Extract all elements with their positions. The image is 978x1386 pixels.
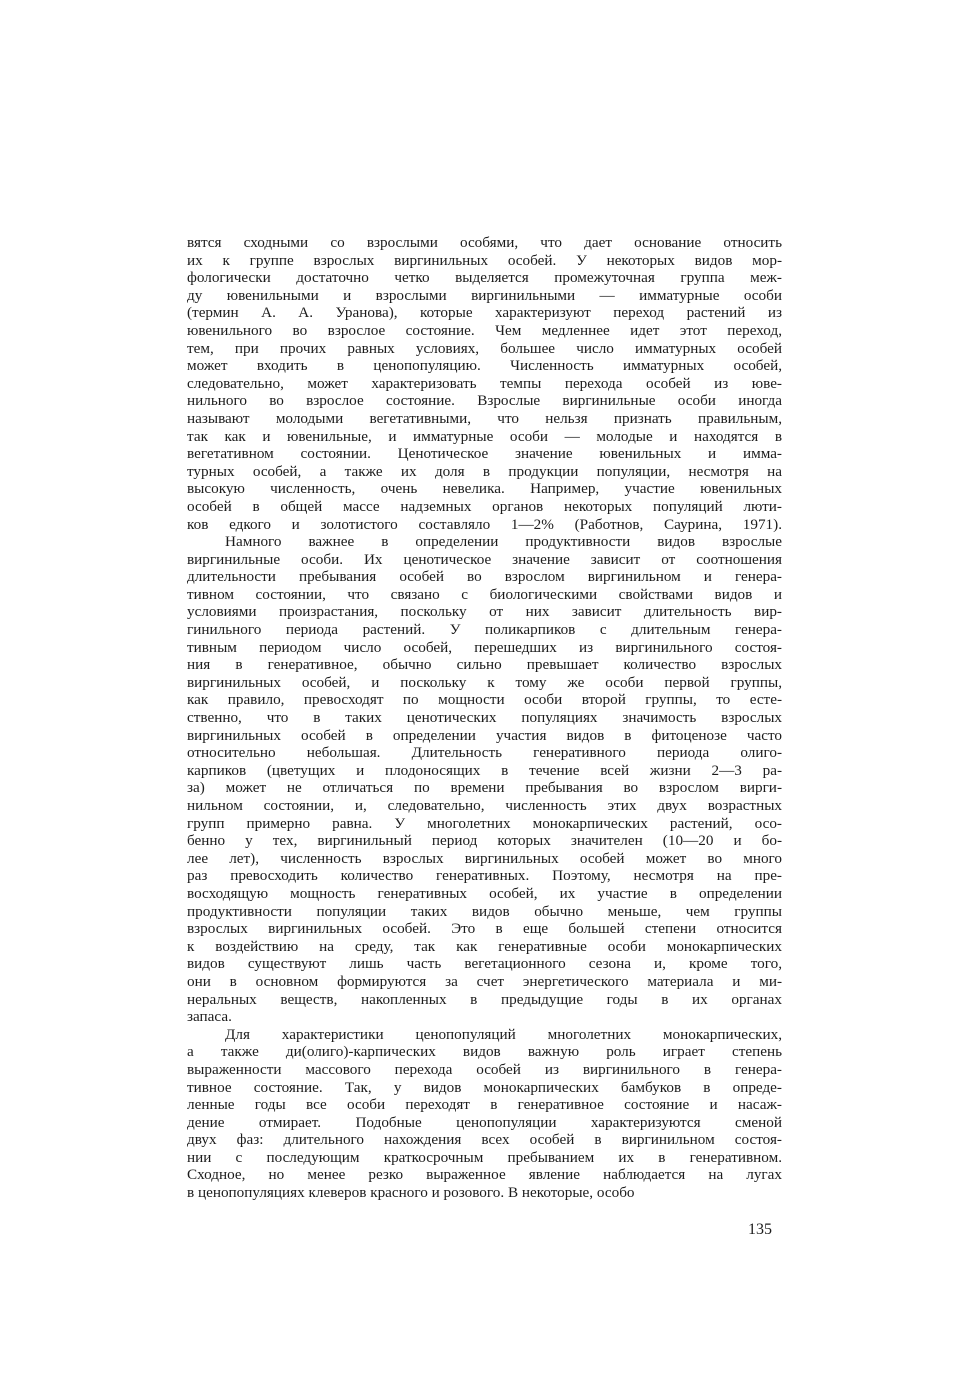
text-line: бенно у тех, виргинильный период которых значителен (10—20 и бо- <box>187 832 782 850</box>
text-line: лее лет), численность взрослых виргинильных особей может во много <box>187 849 782 867</box>
text-line: они в основном формируются за счет энергетического материала и ми- <box>187 972 782 990</box>
text-line: нильного во взрослое состояние. Взрослые виргинильные особи иногда <box>187 392 782 410</box>
text-line: в ценопопуляциях клеверов красного и розового. В некоторые, особо <box>187 1184 635 1202</box>
text-line: запаса. <box>187 1008 232 1026</box>
text-line: турных особей, а также их доля в продукции популяции, несмотря на <box>187 462 782 480</box>
text-line: высокую численность, очень невелика. Например, участие ювенильных <box>187 480 782 498</box>
text-line: ду ювенильными и взрослыми виргинильными — имматурные особи <box>187 286 782 304</box>
text-line: выраженности массового перехода особей из виргинильного в генера- <box>187 1060 782 1078</box>
text-line: ленные годы все особи переходят в генеративное состояние и насаж- <box>187 1096 782 1114</box>
text-line: к воздействию на среду, так как генеративные особи монокарпических <box>187 937 782 955</box>
text-line: взрослых виргинильных особей. Это в еще большей степени относится <box>187 920 782 938</box>
text-line: виргинильные особи. Их ценотическое значение зависит от соотношения <box>187 550 782 568</box>
text-line: виргинильных особей, и поскольку к тому же особи первой группы, <box>187 673 782 691</box>
text-line: неральных веществ, накопленных в предыдущие годы в их органах <box>187 990 782 1008</box>
text-line: (термин А. А. Уранова), которые характеризуют переход растений из <box>187 304 782 322</box>
text-line: так как и ювенильные, и имматурные особи — молодые и находятся в <box>187 427 782 445</box>
text-line: следовательно, может характеризовать темпы перехода особей из юве- <box>187 374 782 392</box>
paragraph <box>187 533 782 1026</box>
text-line: вятся сходными со взрослыми особями, что дает основание относить <box>187 234 782 251</box>
text-line: а также ди(олиго)-карпических видов важную роль играет степень <box>187 1043 782 1061</box>
text-line: может входить в ценопопуляцию. Численность имматурных особей, <box>187 357 782 375</box>
text-line: за) может не отличаться по времени пребывания во взрослом вирги- <box>187 779 782 797</box>
text-line: видов существуют лишь часть вегетационного сезона и, кроме того, <box>187 955 782 973</box>
text-line: ния в генеративное, обычно сильно превышает количество взрослых <box>187 656 782 674</box>
text-line: групп примерно равна. У многолетних монокарпических растений, осо- <box>187 814 782 832</box>
text-line: гинильного периода растений. У поликарпиков с длительным генера- <box>187 621 782 639</box>
text-line: их к группе взрослых виргинильных особей. У некоторых видов мор- <box>187 251 782 269</box>
text-line: Намного важнее в определении продуктивности видов взрослые <box>225 533 782 551</box>
text-line: восходящую мощность генеративных особей, их участие в определении <box>187 884 782 902</box>
text-line: карпиков (цветущих и плодоносящих в течение всей жизни 2—3 ра- <box>187 761 782 779</box>
paragraph <box>187 234 782 533</box>
text-line: как правило, превосходят по мощности особи второй группы, то есте- <box>187 691 782 709</box>
text-line: дение отмирает. Подобные ценопопуляции характеризуются сменой <box>187 1113 782 1131</box>
page-body <box>187 234 782 1202</box>
text-line: фологически достаточно четко выделяется промежуточная группа меж- <box>187 269 782 287</box>
text-line: Для характеристики ценопопуляций многолетних монокарпических, <box>225 1025 782 1043</box>
text-line: условиями произрастания, поскольку от них зависит длительность вир- <box>187 603 782 621</box>
text-line: ков едкого и золотистого составляло 1—2% (Работнов, Саурина, 1971). <box>187 515 782 533</box>
text-line: раз превосходить количество генеративных. Поэтому, несмотря на пре- <box>187 867 782 885</box>
text-line: тивным периодом число особей, перешедших из виргинильного состоя- <box>187 638 782 656</box>
paragraph <box>187 1026 782 1202</box>
text-line: тивном состоянии, что связано с биологическими свойствами видов и <box>187 585 782 603</box>
text-line: тивное состояние. Так, у видов монокарпических бамбуков в опреде- <box>187 1078 782 1096</box>
text-line: Сходное, но менее резко выраженное явление наблюдается на лугах <box>187 1166 782 1184</box>
text-line: продуктивности популяции таких видов обычно меньше, чем группы <box>187 902 782 920</box>
text-line: тем, при прочих равных условиях, большее число имматурных особей <box>187 339 782 357</box>
text-line: нии с последующим краткосрочным пребыванием их в генеративном. <box>187 1148 782 1166</box>
text-line: ювенильного во взрослое состояние. Чем медленнее идет этот переход, <box>187 321 782 339</box>
text-line: вегетативном состоянии. Ценотическое значение ювенильных и имма- <box>187 445 782 463</box>
text-line: относительно небольшая. Длительность генеративного периода олиго- <box>187 744 782 762</box>
page-number: 135 <box>748 1221 772 1238</box>
text-line: виргинильных особей в определении участия видов в фитоценозе часто <box>187 726 782 744</box>
text-line: двух фаз: длительного нахождения всех особей в виргинильном состоя- <box>187 1131 782 1149</box>
text-line: нильном состоянии, и, следовательно, численность этих двух возрастных <box>187 797 782 814</box>
text-line: называют молодыми вегетативными, что нельзя признать правильным, <box>187 409 782 427</box>
text-line: особей в общей массе надземных органов некоторых популяций люти- <box>187 497 782 515</box>
text-line: длительности пребывания особей во взрослом виргинильном и генера- <box>187 568 782 586</box>
text-line: ственно, что в таких ценотических популяциях значимость взрослых <box>187 709 782 727</box>
